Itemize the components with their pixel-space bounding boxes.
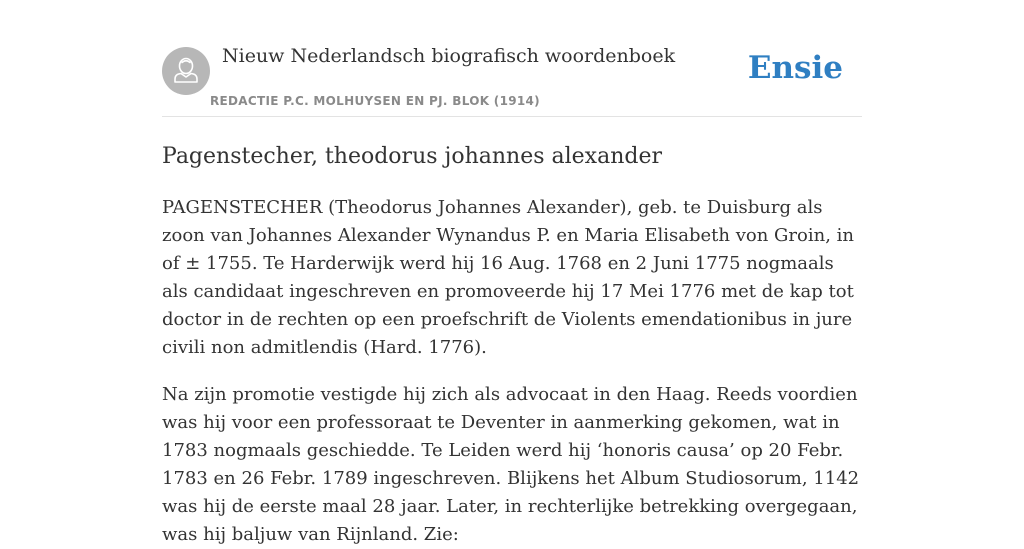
article-paragraph-2: Na zijn promotie vestigde hij zich als advocaat in den Haag. Reeds voordien was hij voor een professoraat te Deventer in aanmerking gekomen, wat in 1783 nogmaals geschiedde. Te Leiden werd hij ‘honoris causa’ op 20 Febr. 1783 en 26 Febr. 1789 ingeschreven. Blijkens het Album Studiosorum, 1142 was hij de eerste maal 28 jaar. Later, in rechterlijke betrekking overgegaan, was hij baljuw van Rijnland. Zie: <box>162 384 860 545</box>
source-subtitle: REDACTIE P.C. MOLHUYSEN EN PJ. BLOK (1914) <box>210 94 540 108</box>
article-paragraph-1: PAGENSTECHER (Theodorus Johannes Alexander), geb. te Duisburg als zoon van Johannes Alexander Wynandus P. en Maria Elisabeth von Groin, in of ± 1755. Te Harderwijk werd hij 16 Aug. 1768 en 2 Juni 1775 nogmaals als candidaat ingeschreven en promoveerde hij 17 Mei 1776 met de kap tot doctor in de rechten op een proefschrift de Violents emendationibus in jure civili non admitlendis (Hard. 1776). <box>162 197 854 358</box>
source-title: Nieuw Nederlandsch biografisch woordenboek <box>222 45 676 67</box>
content-column <box>162 0 862 549</box>
article-title: Pagenstecher, theodorus johannes alexander <box>162 144 662 169</box>
ensie-logo-link[interactable]: Ensie <box>747 50 843 86</box>
source-header <box>162 0 862 117</box>
user-icon <box>162 47 210 95</box>
